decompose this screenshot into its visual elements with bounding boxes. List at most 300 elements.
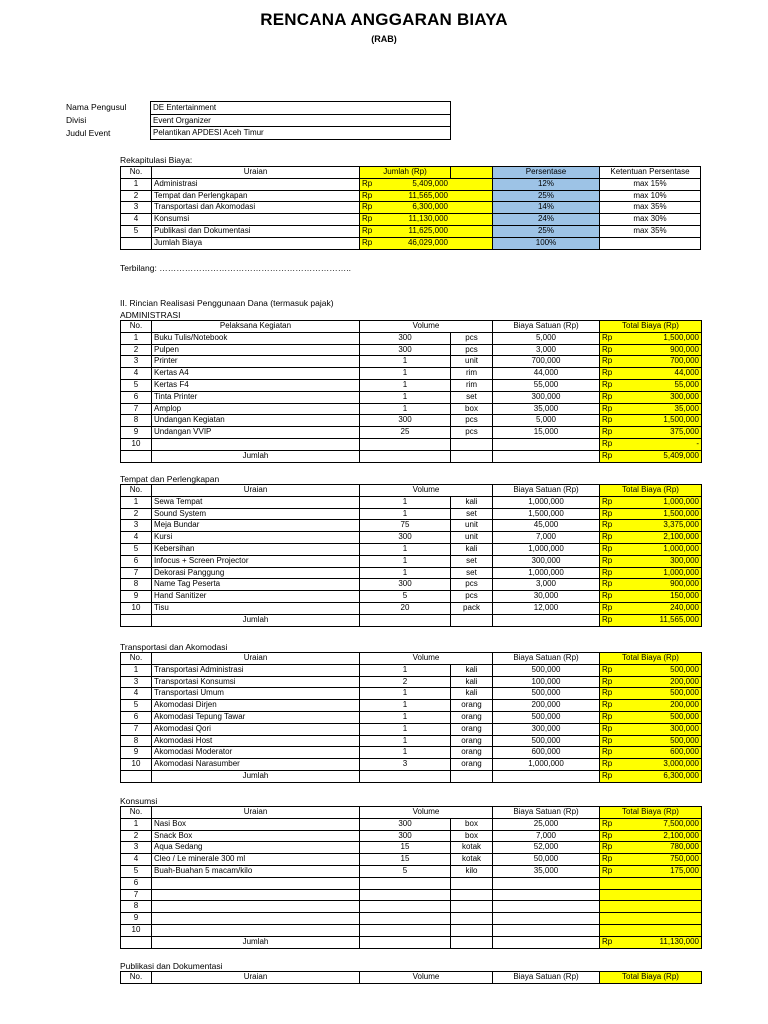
row-no: 1 [121,664,152,676]
total-no [121,936,152,948]
detail-header-row [121,972,702,984]
recap-header-no: No. [121,167,152,179]
header-volume: Volume [360,653,493,665]
recap-header-uraian: Uraian [152,167,360,179]
row-no: 6 [121,711,152,723]
info-value-divisi: Event Organizer [151,114,451,127]
detail-header-row [121,807,702,819]
row-uraian: Infocus + Screen Projector [152,555,360,567]
row-no: 8 [121,415,152,427]
recap-ketentuan: max 15% [600,178,701,190]
currency-label: Rp [602,368,613,378]
row-uraian: Sound System [152,508,360,520]
section-ii-title: II. Rincian Realisasi Penggunaan Dana (termasuk pajak) [120,298,334,308]
row-total-value: 300,000 [670,555,699,565]
currency-label: Rp [602,711,613,721]
header-satuan: Biaya Satuan (Rp) [493,653,600,665]
total-value-cell [600,770,702,782]
header-volume: Volume [360,972,493,984]
row-no: 8 [121,901,152,913]
row-uraian: Transportasi Umum [152,688,360,700]
header-no: No. [121,485,152,497]
row-uraian: Kertas A4 [152,368,360,380]
row-satuan: 100,000 [493,676,600,688]
currency-label: Rp [602,818,613,828]
row-no: 8 [121,579,152,591]
recap-row [121,202,701,214]
detail-row [121,391,702,403]
currency-label: Rp [602,591,613,601]
header-satuan: Biaya Satuan (Rp) [493,485,600,497]
row-uraian: Akomodasi Moderator [152,747,360,759]
detail-row [121,379,702,391]
row-unit [451,877,493,889]
detail-table [120,484,702,627]
row-satuan [493,438,600,450]
row-satuan: 3,000 [493,579,600,591]
row-unit: rim [451,379,493,391]
row-total-value: 1,500,000 [663,415,699,425]
currency-label: Rp [362,214,373,224]
header-satuan: Biaya Satuan (Rp) [493,972,600,984]
currency-label: Rp [602,532,613,542]
row-total-value: 1,000,000 [663,543,699,553]
detail-row [121,579,702,591]
currency-label: Rp [602,602,613,612]
row-no: 7 [121,723,152,735]
total-qty [360,450,451,462]
row-no: 1 [121,332,152,344]
row-satuan [493,913,600,925]
row-no: 10 [121,924,152,936]
row-satuan: 7,000 [493,830,600,842]
row-satuan: 12,000 [493,602,600,614]
row-satuan: 15,000 [493,427,600,439]
row-unit: box [451,830,493,842]
total-label: Jumlah [152,614,360,626]
row-qty: 1 [360,403,451,415]
row-uraian [152,901,360,913]
currency-label: Rp [602,664,613,674]
row-total-value: - [696,438,699,448]
currency-label: Rp [602,520,613,530]
row-satuan: 3,000 [493,344,600,356]
row-satuan: 1,000,000 [493,567,600,579]
detail-header-row [121,321,702,333]
row-total [600,567,702,579]
currency-label: Rp [602,379,613,389]
header-volume: Volume [360,321,493,333]
row-uraian: Dekorasi Panggung [152,567,360,579]
row-no: 5 [121,543,152,555]
row-uraian [152,877,360,889]
total-no [121,450,152,462]
row-total [600,854,702,866]
recap-header-blank [451,167,493,179]
row-total-value: 35,000 [674,403,699,413]
row-satuan: 300,000 [493,391,600,403]
row-unit: pcs [451,344,493,356]
row-total [600,913,702,925]
currency-label: Rp [602,356,613,366]
currency-label: Rp [602,747,613,757]
row-satuan: 700,000 [493,356,600,368]
row-unit: kali [451,543,493,555]
row-total-value: 780,000 [670,842,699,852]
currency-label: Rp [602,854,613,864]
detail-row [121,901,702,913]
row-qty: 75 [360,520,451,532]
row-total-value: 1,500,000 [663,332,699,342]
currency-label: Rp [602,579,613,589]
row-total-value: 375,000 [670,427,699,437]
row-no: 10 [121,438,152,450]
row-uraian: Kebersihan [152,543,360,555]
row-unit: unit [451,532,493,544]
terbilang-line: Terbilang: ………………………………………………………….. [120,263,351,273]
detail-row [121,877,702,889]
recap-ketentuan: max 30% [600,214,701,226]
row-no: 2 [121,830,152,842]
row-qty: 300 [360,332,451,344]
row-uraian: Meja Bundar [152,520,360,532]
row-qty [360,877,451,889]
row-no: 2 [121,508,152,520]
row-qty: 1 [360,391,451,403]
currency-label: Rp [362,237,373,247]
row-no: 9 [121,913,152,925]
row-uraian: Transportasi Konsumsi [152,676,360,688]
row-total-value: 300,000 [670,723,699,733]
row-satuan: 500,000 [493,711,600,723]
row-uraian: Buku Tulis/Notebook [152,332,360,344]
row-total-value: 2,100,000 [663,532,699,542]
detail-total-row [121,450,702,462]
row-qty: 1 [360,723,451,735]
recap-no: 3 [121,202,152,214]
total-value-cell [600,936,702,948]
header-uraian: Uraian [152,807,360,819]
total-unit [451,936,493,948]
recap-header-jumlah: Jumlah (Rp) [360,167,451,179]
row-total-value: 900,000 [670,579,699,589]
row-total [600,924,702,936]
info-label-judul: Judul Event [66,128,111,138]
row-no: 7 [121,403,152,415]
section-title: ADMINISTRASI [120,310,181,320]
row-satuan: 52,000 [493,842,600,854]
total-label: Jumlah [152,770,360,782]
row-total [600,543,702,555]
recap-jumlah [360,214,493,226]
currency-label: Rp [602,332,613,342]
header-uraian: Uraian [152,972,360,984]
recap-jumlah-value: 11,565,000 [408,190,448,200]
row-unit: rim [451,368,493,380]
detail-row [121,520,702,532]
row-no: 3 [121,676,152,688]
row-total-value: 44,000 [674,368,699,378]
row-uraian: Aqua Sedang [152,842,360,854]
row-total-value: 3,375,000 [663,520,699,530]
row-unit [451,924,493,936]
row-uraian: Akomodasi Qori [152,723,360,735]
detail-row [121,532,702,544]
detail-row [121,543,702,555]
row-no: 8 [121,735,152,747]
row-unit: orang [451,747,493,759]
row-satuan: 1,000,000 [493,759,600,771]
row-qty [360,924,451,936]
row-qty [360,438,451,450]
row-satuan: 25,000 [493,818,600,830]
row-unit: set [451,508,493,520]
currency-label: Rp [602,543,613,553]
row-qty: 1 [360,508,451,520]
row-no: 9 [121,747,152,759]
row-satuan: 50,000 [493,854,600,866]
header-volume: Volume [360,807,493,819]
header-total: Total Biaya (Rp) [600,972,702,984]
row-total [600,664,702,676]
row-qty: 5 [360,865,451,877]
row-unit: set [451,391,493,403]
row-qty: 15 [360,842,451,854]
row-total-value: 3,000,000 [663,759,699,769]
header-volume: Volume [360,485,493,497]
row-satuan: 300,000 [493,555,600,567]
row-qty: 20 [360,602,451,614]
detail-header-row [121,653,702,665]
row-total-value: 1,000,000 [663,567,699,577]
recap-no: 2 [121,190,152,202]
header-no: No. [121,653,152,665]
recap-persen: 25% [493,225,600,237]
detail-table [120,971,702,984]
recap-table [120,166,701,250]
row-satuan: 44,000 [493,368,600,380]
row-qty: 300 [360,818,451,830]
currency-label: Rp [362,178,373,188]
row-total-value: 900,000 [670,344,699,354]
recap-uraian: Administrasi [152,178,360,190]
row-unit: orang [451,700,493,712]
row-total [600,520,702,532]
row-total-value: 1,000,000 [663,496,699,506]
row-total [600,735,702,747]
row-unit: kali [451,496,493,508]
recap-uraian: Transportasi dan Akomodasi [152,202,360,214]
row-qty: 1 [360,555,451,567]
row-satuan: 1,000,000 [493,496,600,508]
row-uraian [152,913,360,925]
row-uraian: Cleo / Le minerale 300 ml [152,854,360,866]
detail-row [121,735,702,747]
row-satuan: 30,000 [493,591,600,603]
row-unit: set [451,567,493,579]
row-total-value: 500,000 [670,711,699,721]
header-no: No. [121,972,152,984]
detail-row [121,344,702,356]
row-total-value: 55,000 [674,379,699,389]
row-qty: 300 [360,830,451,842]
row-no: 10 [121,602,152,614]
row-total [600,889,702,901]
row-total-value: 175,000 [670,865,699,875]
row-total [600,356,702,368]
header-total: Total Biaya (Rp) [600,807,702,819]
recap-total-jumlah [360,237,493,249]
header-uraian: Uraian [152,485,360,497]
row-uraian: Sewa Tempat [152,496,360,508]
row-uraian: Akomodasi Dirjen [152,700,360,712]
row-total [600,427,702,439]
recap-jumlah-value: 11,130,000 [408,214,448,224]
total-unit [451,770,493,782]
detail-row [121,830,702,842]
detail-row [121,567,702,579]
currency-label: Rp [602,735,613,745]
info-value-judul: Pelantikan APDESI Aceh Timur [151,127,451,140]
detail-row [121,555,702,567]
row-unit: kilo [451,865,493,877]
recap-row [121,225,701,237]
row-total [600,438,702,450]
currency-label: Rp [602,427,613,437]
row-total [600,602,702,614]
row-satuan: 500,000 [493,688,600,700]
recap-total-row [121,237,701,249]
total-value: 11,565,000 [659,614,699,624]
info-table [150,101,451,140]
section-title: Publikasi dan Dokumentasi [120,961,223,971]
row-satuan [493,889,600,901]
row-unit: box [451,403,493,415]
recap-no: 4 [121,214,152,226]
row-unit: kali [451,676,493,688]
currency-label: Rp [602,700,613,710]
row-total [600,747,702,759]
row-satuan: 500,000 [493,664,600,676]
row-unit: pcs [451,579,493,591]
header-satuan: Biaya Satuan (Rp) [493,321,600,333]
recap-row [121,190,701,202]
detail-row [121,759,702,771]
row-qty: 1 [360,496,451,508]
row-total [600,403,702,415]
row-no: 6 [121,555,152,567]
total-value: 11,130,000 [659,936,699,946]
row-uraian: Transportasi Administrasi [152,664,360,676]
recap-total-blank [600,237,701,249]
recap-jumlah-value: 11,625,000 [408,225,448,235]
detail-table [120,806,702,949]
recap-row [121,214,701,226]
row-qty: 2 [360,676,451,688]
row-total-value: 750,000 [670,854,699,864]
detail-row [121,700,702,712]
header-uraian: Uraian [152,653,360,665]
row-qty: 1 [360,368,451,380]
row-unit: orang [451,723,493,735]
row-total [600,508,702,520]
header-total: Total Biaya (Rp) [600,321,702,333]
row-no: 2 [121,344,152,356]
row-qty: 1 [360,664,451,676]
row-satuan: 35,000 [493,403,600,415]
total-satuan [493,450,600,462]
row-no: 4 [121,688,152,700]
row-qty: 1 [360,567,451,579]
total-qty [360,936,451,948]
section-title: Transportasi dan Akomodasi [120,642,228,652]
detail-row [121,591,702,603]
detail-row [121,496,702,508]
total-value-cell [600,450,702,462]
row-total [600,842,702,854]
header-total: Total Biaya (Rp) [600,485,702,497]
detail-row [121,688,702,700]
row-no: 6 [121,877,152,889]
row-unit: unit [451,356,493,368]
row-satuan: 1,500,000 [493,508,600,520]
row-uraian [152,889,360,901]
recap-no: 5 [121,225,152,237]
row-no: 1 [121,496,152,508]
row-qty [360,913,451,925]
row-total [600,579,702,591]
row-total [600,368,702,380]
total-satuan [493,614,600,626]
total-satuan [493,770,600,782]
currency-label: Rp [602,508,613,518]
row-uraian: Name Tag Peserta [152,579,360,591]
recap-ketentuan: max 35% [600,202,701,214]
row-no: 5 [121,379,152,391]
row-uraian [152,438,360,450]
row-qty: 1 [360,711,451,723]
row-uraian: Printer [152,356,360,368]
recap-uraian: Tempat dan Perlengkapan [152,190,360,202]
row-unit [451,901,493,913]
detail-row [121,664,702,676]
row-satuan [493,877,600,889]
row-uraian: Tinta Printer [152,391,360,403]
currency-label: Rp [602,567,613,577]
row-satuan: 7,000 [493,532,600,544]
detail-row [121,854,702,866]
row-qty: 300 [360,532,451,544]
recap-persen: 24% [493,214,600,226]
row-uraian: Snack Box [152,830,360,842]
row-unit: kali [451,664,493,676]
detail-table [120,320,702,463]
row-total [600,379,702,391]
recap-total-no [121,237,152,249]
currency-label: Rp [602,676,613,686]
row-unit: orang [451,711,493,723]
row-qty: 1 [360,688,451,700]
row-unit: kotak [451,842,493,854]
row-no: 1 [121,818,152,830]
currency-label: Rp [362,225,373,235]
row-total [600,532,702,544]
row-total-value: 7,500,000 [663,818,699,828]
recap-total-label: Jumlah Biaya [152,237,360,249]
total-value: 6,300,000 [663,770,699,780]
row-total-value: 500,000 [670,688,699,698]
currency-label: Rp [602,936,613,946]
